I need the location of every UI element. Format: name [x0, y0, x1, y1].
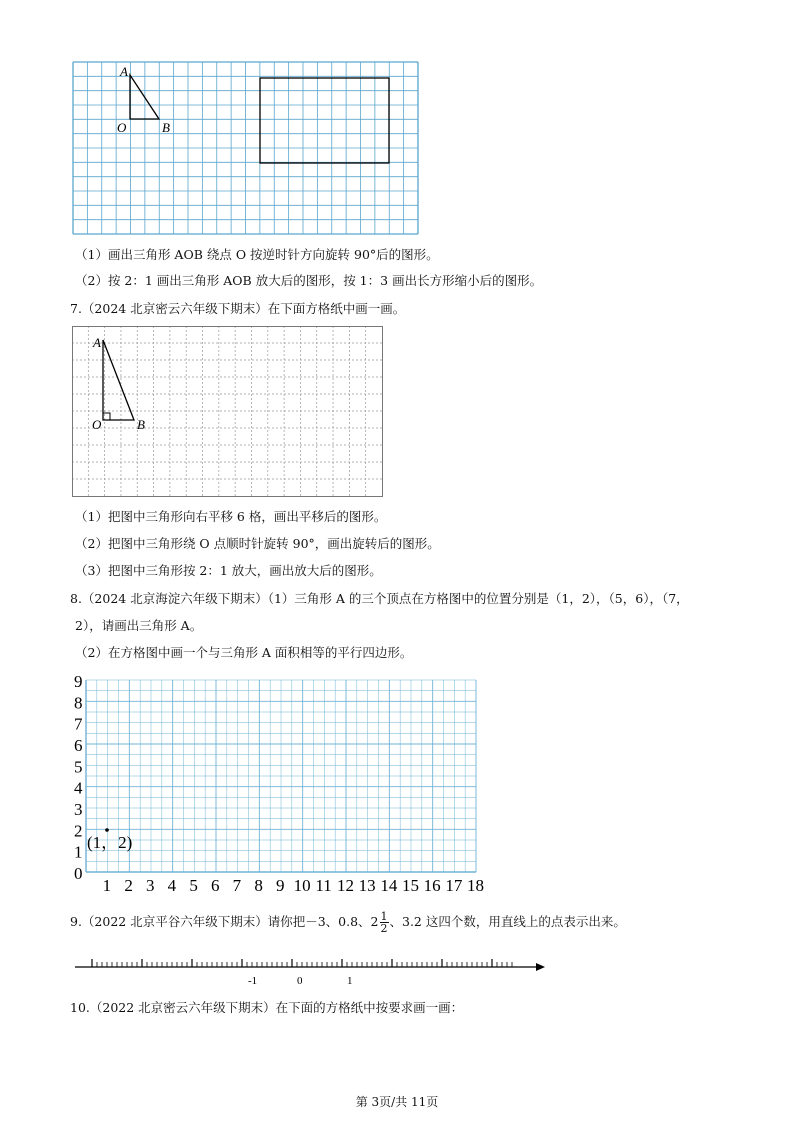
- x-tick-label: 9: [276, 876, 285, 895]
- label-minus-1: -1: [248, 975, 258, 987]
- x-tick-label: 2: [124, 876, 133, 895]
- x-tick-label: 1: [102, 876, 112, 895]
- y-tick-label: 2: [74, 821, 83, 841]
- y-tick-label: 5: [74, 757, 83, 777]
- dotted-grid-lines: [72, 326, 382, 496]
- x-tick-labels: [103, 876, 484, 895]
- q6-item1: （1）画出三角形 AOB 绕点 O 按逆时针方向旋转 90°后的图形。: [75, 247, 439, 262]
- x-tick-label: 4: [167, 876, 177, 895]
- x-tick-label: 8: [254, 876, 263, 895]
- q9-text: [70, 911, 626, 934]
- y-tick-label: 0: [74, 864, 83, 883]
- x-tick-label: 16: [423, 876, 441, 895]
- fraction-numerator: 1: [380, 910, 388, 923]
- x-tick-label: 10: [293, 876, 311, 895]
- coordinate-grid: [60, 670, 500, 895]
- q7-item3: （3）把图中三角形按 2：1 放大，画出放大后的图形。: [75, 563, 382, 578]
- y-tick-label: 3: [74, 800, 83, 819]
- y-tick-label: 4: [74, 778, 83, 798]
- number-line-ticks: [92, 959, 512, 967]
- y-tick-label: 9: [74, 672, 83, 691]
- coordinate-grid-lines: [86, 680, 476, 872]
- q10-title: 10.（2022 北京密云六年级下期末）在下面的方格纸中按要求画一画：: [70, 1000, 464, 1015]
- label-b: B: [137, 417, 145, 432]
- label-o: O: [92, 417, 102, 432]
- x-tick-label: 3: [146, 876, 155, 895]
- y-tick-labels: [74, 672, 83, 883]
- q8-title-line1: 8.（2024 北京海淀六年级下期末）（1）三角形 A 的三个顶点在方格图中的位置分别是（1，2），（5，6），（7，: [70, 591, 689, 606]
- point-1-2: [105, 828, 109, 832]
- label-a: A: [93, 335, 101, 350]
- label-o: O: [117, 120, 127, 135]
- arrow-head: [536, 963, 545, 971]
- q8-item2: （2）在方格图中画一个与三角形 A 面积相等的平行四边形。: [75, 645, 413, 660]
- number-line: [75, 955, 550, 990]
- fraction: [380, 911, 389, 934]
- fraction-denominator: 2: [380, 922, 388, 935]
- x-tick-label: 15: [402, 876, 419, 895]
- label-0: 0: [297, 975, 303, 987]
- label-b: B: [162, 120, 170, 135]
- q7-item1: （1）把图中三角形向右平移 6 格，画出平移后的图形。: [75, 509, 387, 524]
- x-tick-label: 14: [380, 876, 398, 895]
- q7-title: 7.（2024 北京密云六年级下期末）在下面方格纸中画一画。: [70, 301, 406, 316]
- right-triangle: [103, 340, 134, 420]
- x-tick-label: 7: [232, 876, 242, 895]
- x-tick-label: 6: [211, 876, 220, 895]
- y-tick-label: 8: [74, 693, 83, 713]
- x-tick-label: 17: [445, 876, 463, 895]
- grid-figure-1: [73, 62, 419, 235]
- y-tick-label: 1: [74, 842, 83, 862]
- q9-text-before: 9.（2022 北京平谷六年级下期末）请你把－3、0.8、2: [70, 914, 379, 929]
- right-angle-mark: [103, 413, 110, 420]
- q9-text-after: 、3.2 这四个数，用直线上的点表示出来。: [389, 914, 626, 929]
- x-tick-label: 11: [315, 876, 332, 895]
- x-tick-label: 18: [467, 876, 484, 895]
- q6-item2: （2）按 2：1 画出三角形 AOB 放大后的图形，按 1：3 画出长方形缩小后的图形。: [75, 273, 543, 288]
- x-tick-label: 12: [337, 876, 354, 895]
- y-tick-label: 7: [74, 714, 83, 734]
- x-tick-label: 5: [189, 876, 198, 895]
- point-label: (1，2): [87, 833, 133, 852]
- page-footer: 第 3页/共 11页: [355, 1095, 439, 1109]
- grid-figure-2: [72, 326, 383, 497]
- q7-item2: （2）把图中三角形绕 O 点顺时针旋转 90°，画出旋转后的图形。: [75, 536, 440, 551]
- y-tick-label: 6: [74, 736, 83, 755]
- label-a: A: [120, 64, 128, 79]
- q8-title-line2: 2），请画出三角形 A。: [75, 618, 203, 633]
- label-1: 1: [347, 975, 353, 987]
- grid-lines: [73, 62, 418, 234]
- x-tick-label: 13: [358, 876, 376, 895]
